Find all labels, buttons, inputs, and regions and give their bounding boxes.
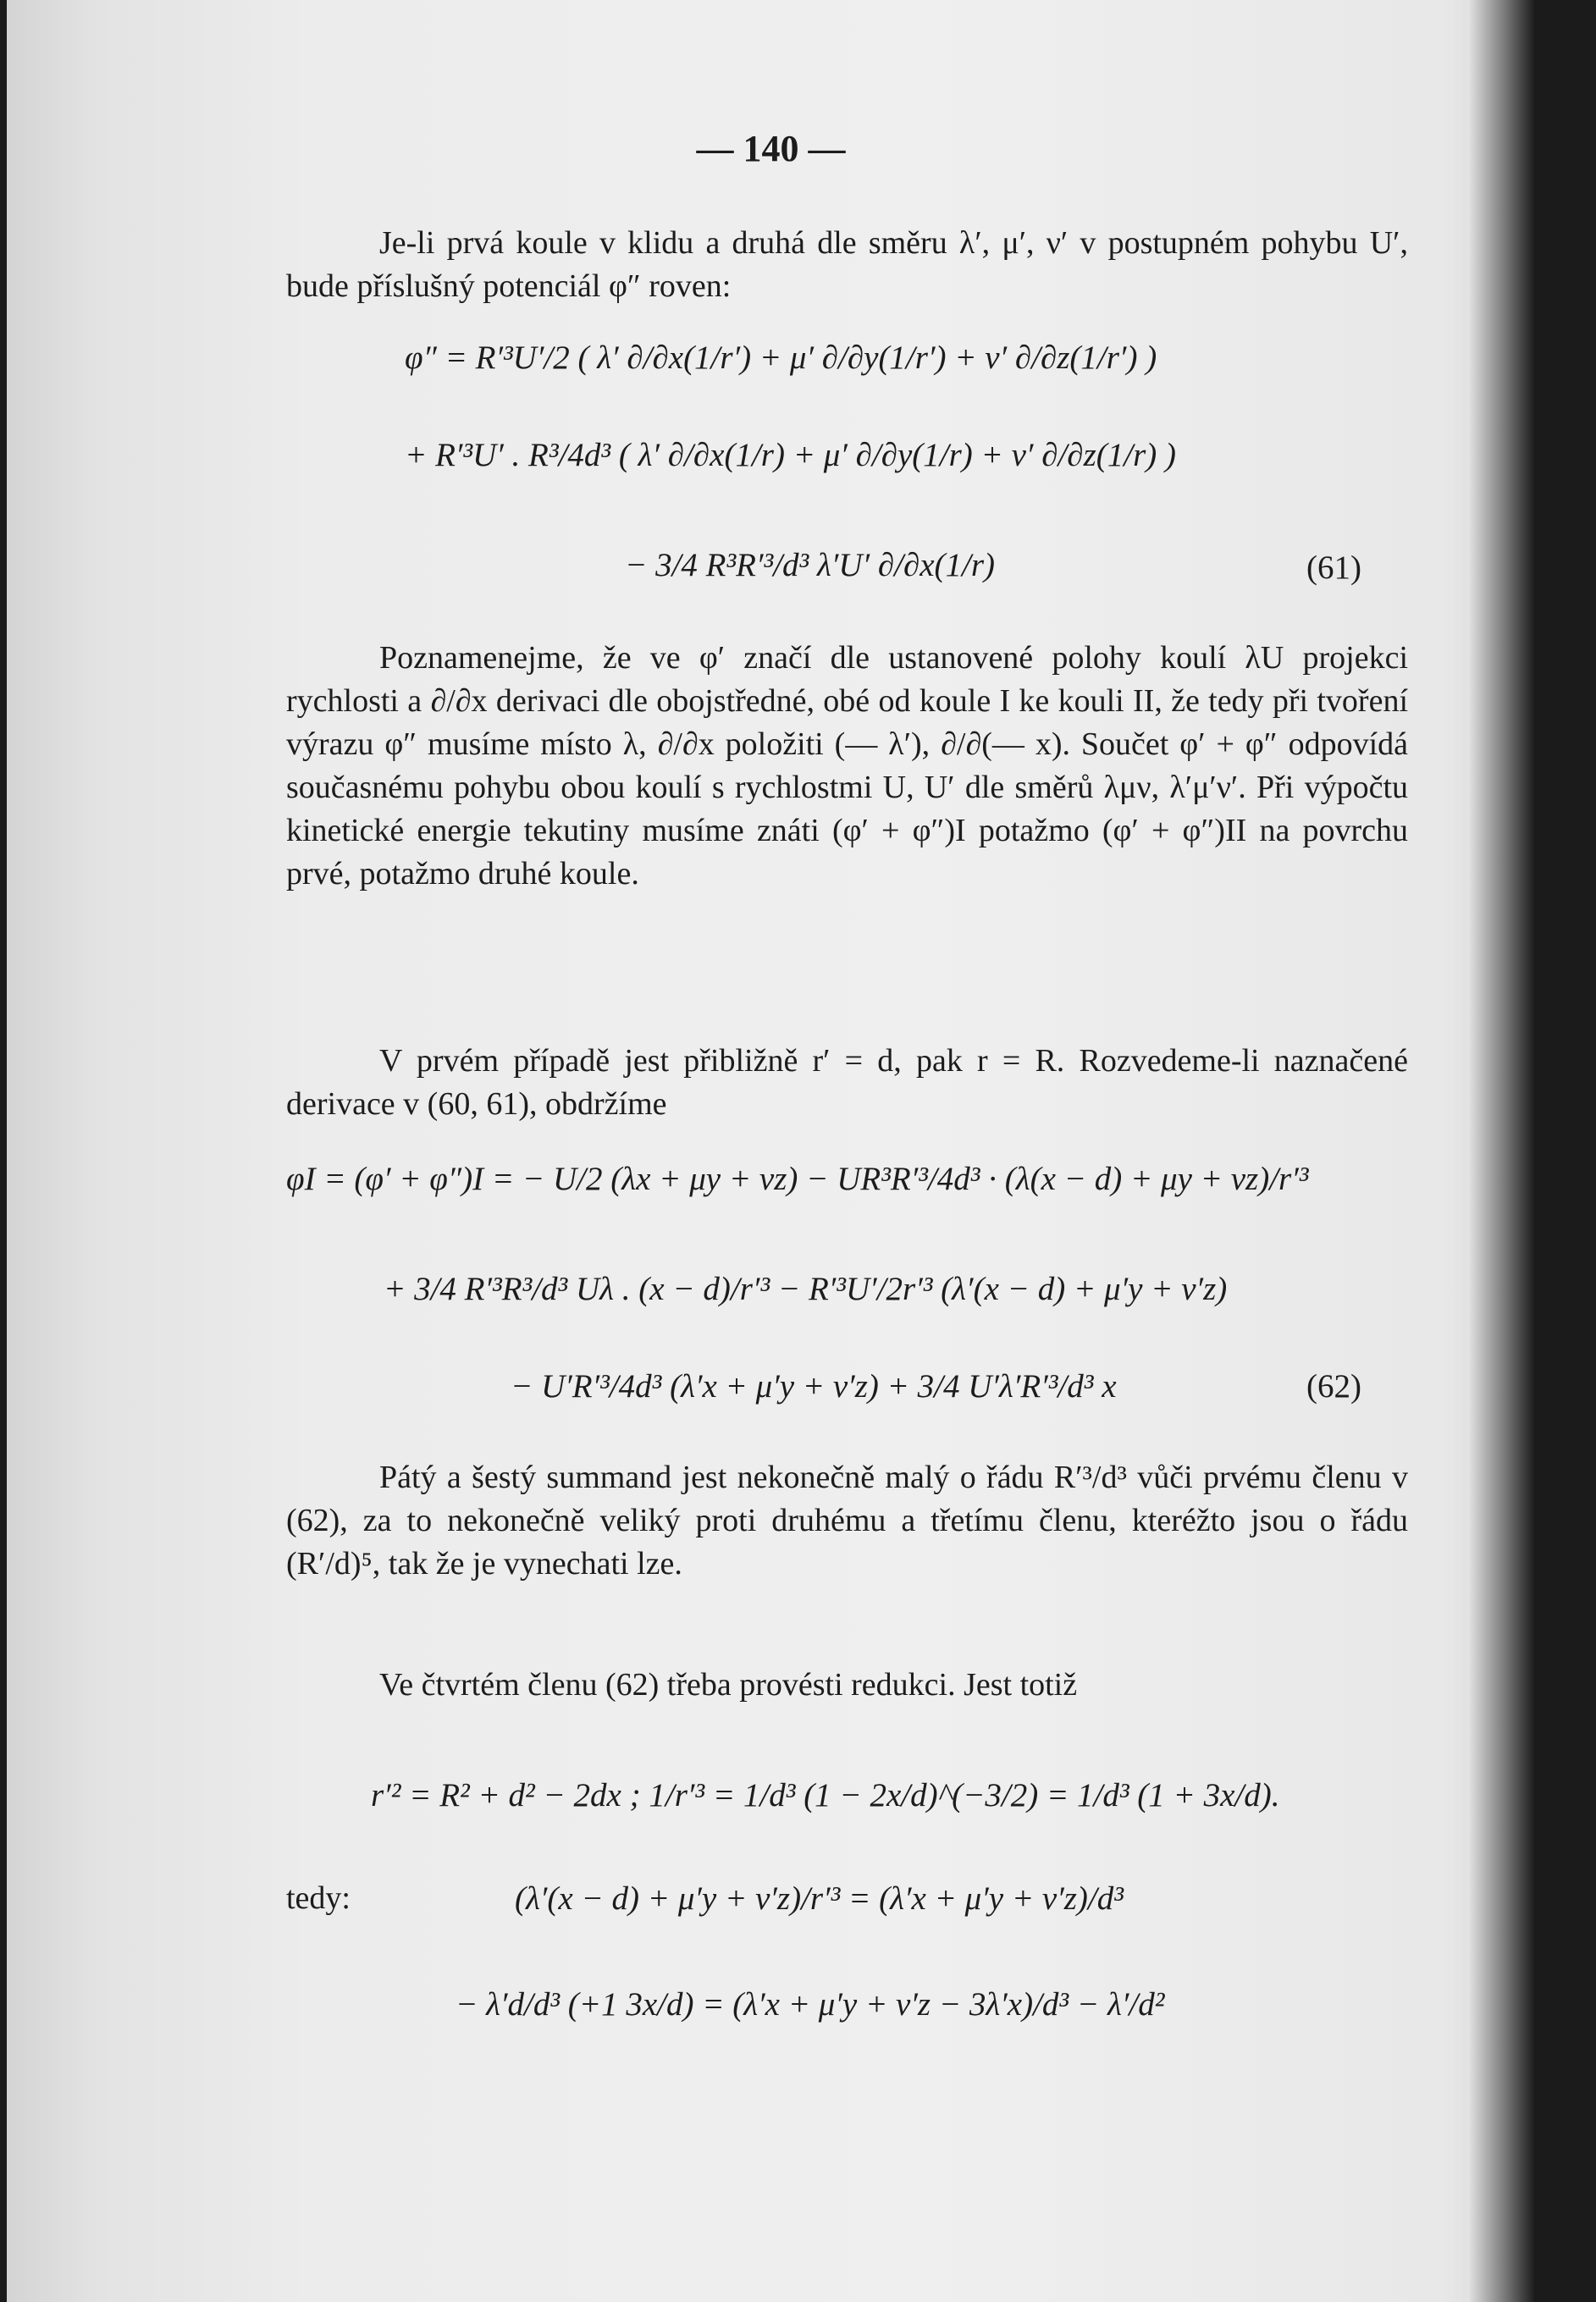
paragraph-text: Je-li prvá koule v klidu a druhá dle směru λ′, μ′, ν′ v postupném pohybu U′, bude příslušný potenciál φ″ roven:	[286, 225, 1408, 304]
equation-62-line-1: φI = (φ′ + φ″)I = − U/2 (λx + μy + νz) − UR³R′³/4d³ · (λ(x − d) + μy + νz)/r′³	[286, 1161, 1309, 1197]
paragraph-intro	[286, 222, 1408, 308]
reduction-equation-line-1: r′² = R² + d² − 2dx ; 1/r′³ = 1/d³ (1 − 2x/d)^(−3/2) = 1/d³ (1 + 3x/d).	[371, 1777, 1280, 1813]
scanned-page	[7, 0, 1535, 2302]
page-edge-shadow	[1467, 0, 1535, 2302]
paragraph-order-of-terms	[286, 1456, 1408, 1586]
paragraph-approximation	[286, 1040, 1408, 1126]
tedy-label: tedy:	[286, 1880, 351, 1916]
equation-61-line-1: φ″ = R′³U′/2 ( λ′ ∂/∂x(1/r′) + μ′ ∂/∂y(1/r′) + ν′ ∂/∂z(1/r′) )	[405, 340, 1157, 376]
equation-62-line-3: − U′R′³/4d³ (λ′x + μ′y + ν′z) + 3/4 U′λ′R′³/d³ x	[511, 1368, 1117, 1405]
paragraph-text: Ve čtvrtém členu (62) třeba provésti redukci. Jest totiž	[379, 1667, 1078, 1703]
reduction-equation-line-2: (λ′(x − d) + μ′y + ν′z)/r′³ = (λ′x + μ′y + ν′z)/d³	[515, 1880, 1124, 1917]
page-number: — 140 —	[696, 128, 846, 169]
equation-62-line-2: + 3/4 R′³R³/d³ Uλ . (x − d)/r′³ − R′³U′/2r′³ (λ′(x − d) + μ′y + ν′z)	[384, 1271, 1228, 1307]
paragraph-reduction	[286, 1664, 1408, 1707]
paragraph-derivation	[286, 637, 1408, 896]
paragraph-text: V prvém případě jest přibližně r′ = d, pak r = R. Rozvedeme-li naznačené derivace v (60, 61), obdržíme	[286, 1043, 1408, 1122]
equation-61-line-3: − 3/4 R³R′³/d³ λ′U′ ∂/∂x(1/r)	[625, 547, 996, 583]
equation-61-label: (61)	[1306, 549, 1361, 586]
reduction-equation-line-3: − λ′d/d³ (+1 3x/d) = (λ′x + μ′y + ν′z − 3λ′x)/d³ − λ′/d²	[456, 1986, 1165, 2023]
equation-62-label: (62)	[1306, 1368, 1361, 1405]
paragraph-text: Pátý a šestý summand jest nekonečně malý o řádu R′³/d³ vůči prvému členu v (62), za to nekonečně veliký proti druhému a třetímu členu, kteréžto jsou o řádu (R′/d)⁵, tak že je vynechati lze.	[286, 1460, 1408, 1582]
paragraph-text: Poznamenejme, že ve φ′ značí dle ustanovené polohy koulí λU projekci rychlosti a ∂/∂x derivaci dle obojstředné, obé od koule I ke kouli II, že tedy při tvoření výrazu φ″ musíme místo λ, ∂/∂x položiti (— λ′), ∂/∂(— x). Součet φ′ + φ″ odpovídá současnému pohybu obou koulí s rychlostmi U, U′ dle směrů λμν, λ′μ′ν′. Při výpočtu kinetické energie tekutiny musíme znáti (φ′ + φ″)I potažmo (φ′ + φ″)II na povrchu prvé, potažmo druhé koule.	[286, 640, 1408, 892]
equation-61-line-2: + R′³U′ . R³/4d³ ( λ′ ∂/∂x(1/r) + μ′ ∂/∂y(1/r) + ν′ ∂/∂z(1/r) )	[405, 437, 1176, 473]
